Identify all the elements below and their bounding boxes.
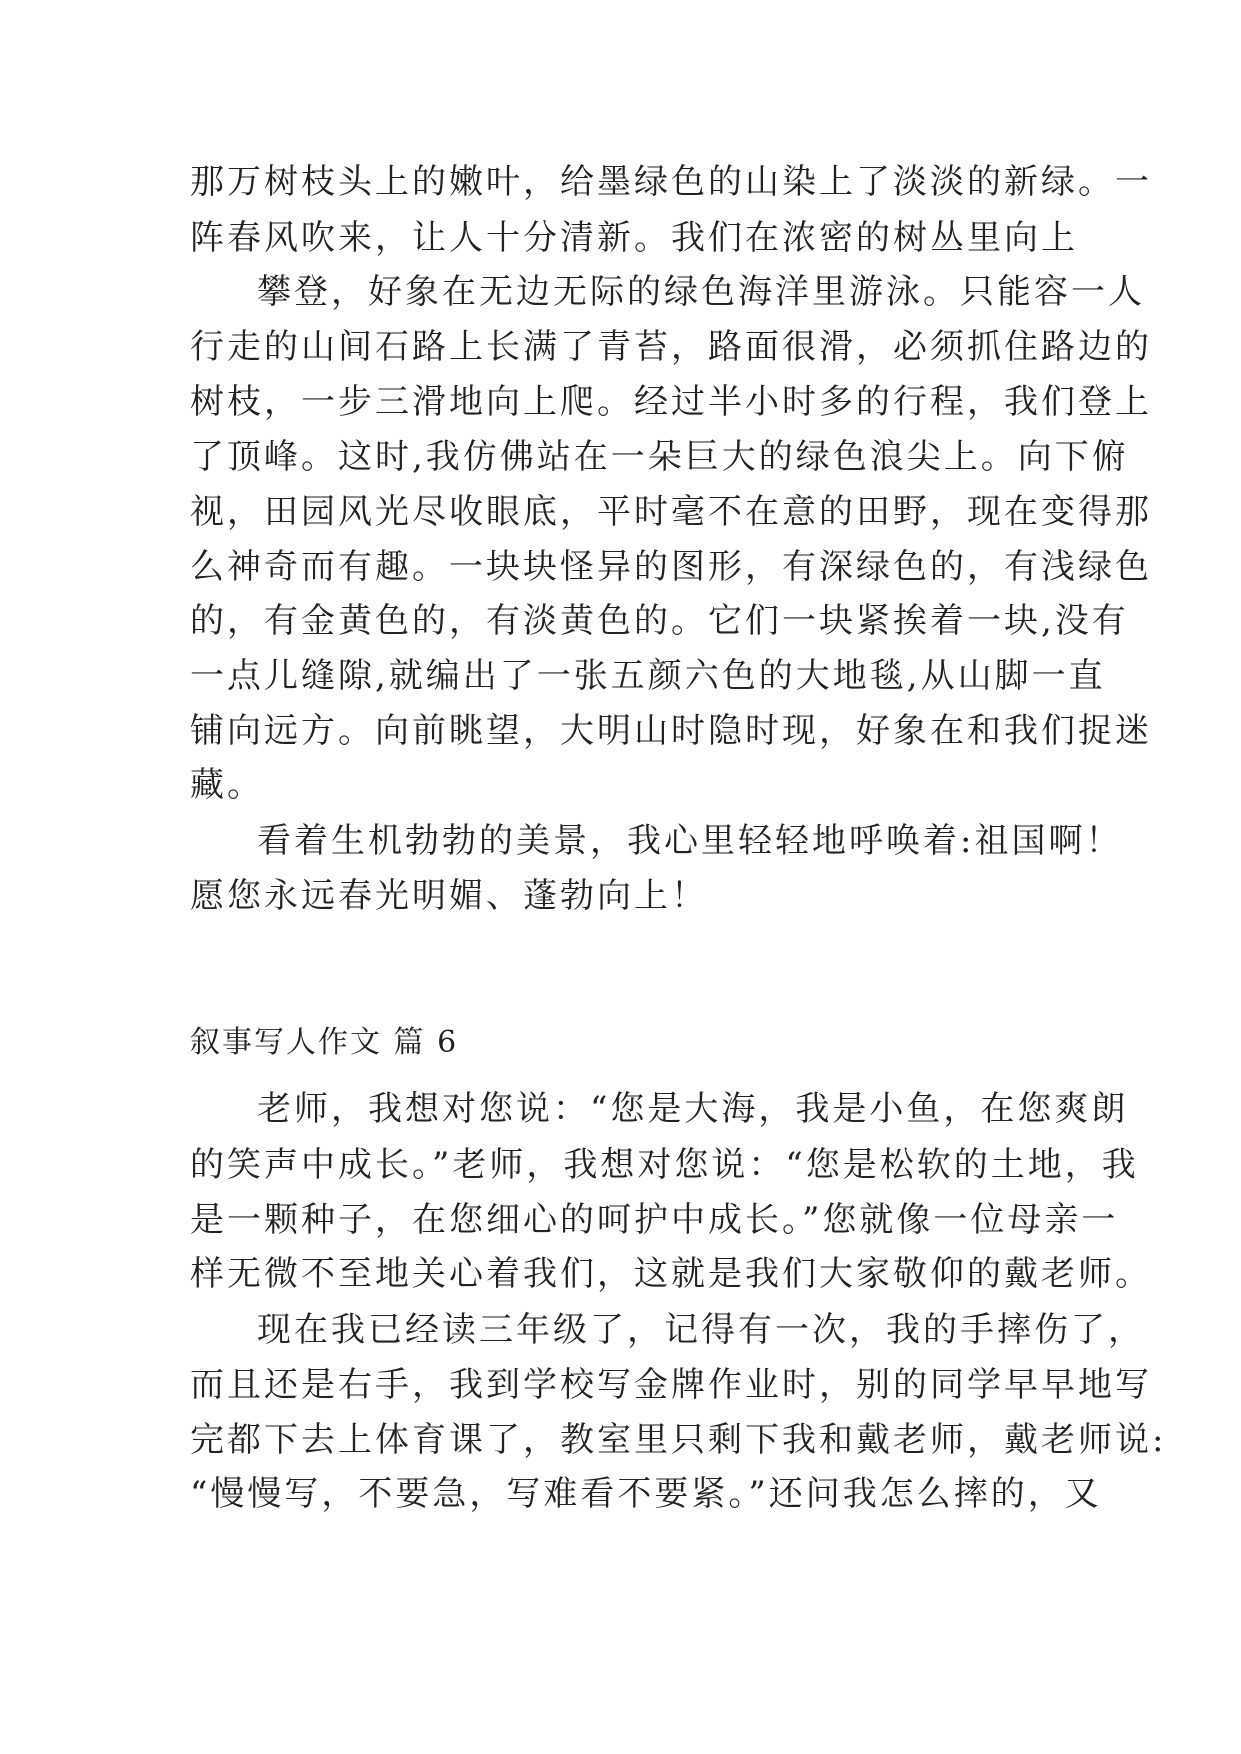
text-line: 样无微不至地关心着我们，这就是我们大家敬仰的戴老师。 bbox=[190, 1254, 1152, 1294]
text-line: 么神奇而有趣。一块块怪异的图形，有深绿色的，有浅绿色 bbox=[190, 547, 1152, 587]
section-heading: 叙事写人作文 篇 6 bbox=[190, 1025, 459, 1060]
text-line: 行走的山间石路上长满了青苔，路面很滑，必须抓住路边的 bbox=[190, 327, 1152, 367]
text-line: 的，有金黄色的，有淡黄色的。它们一块紧挨着一块,没有 bbox=[190, 601, 1129, 641]
text-line: 视，田园风光尽收眼底，平时毫不在意的田野，现在变得那 bbox=[190, 492, 1152, 532]
text-line: 铺向远方。向前眺望，大明山时隐时现，好象在和我们捉迷 bbox=[190, 711, 1152, 751]
text-line: 阵春风吹来，让人十分清新。我们在浓密的树丛里向上 bbox=[190, 218, 1078, 258]
text-line: 是一颗种子，在您细心的呵护中成长。”您就像一位母亲一 bbox=[190, 1200, 1119, 1240]
paragraph-start-line: 看着生机勃勃的美景，我心里轻轻地呼唤着:祖国啊！ bbox=[257, 821, 1123, 861]
paragraph-start-line: 攀登，好象在无边无际的绿色海洋里游泳。只能容一人 bbox=[257, 272, 1145, 312]
text-line: 藏。 bbox=[190, 765, 264, 805]
text-line: 完都下去上体育课了，教室里只剩下我和戴老师，戴老师说: bbox=[190, 1420, 1167, 1460]
text-line: 的笑声中成长。”老师，我想对您说：“您是松软的土地，我 bbox=[190, 1145, 1139, 1185]
paragraph-start-line: 现在我已经读三年级了，记得有一次，我的手摔伤了， bbox=[257, 1310, 1145, 1350]
paragraph-start-line: 老师，我想对您说：“您是大海，我是小鱼，在您爽朗 bbox=[257, 1089, 1129, 1129]
text-line: 而且还是右手，我到学校写金牌作业时，别的同学早早地写 bbox=[190, 1365, 1152, 1405]
text-line: 那万树枝头上的嫩叶，给墨绿色的山染上了淡淡的新绿。一 bbox=[190, 162, 1152, 202]
text-line: 一点儿缝隙,就编出了一张五颜六色的大地毯,从山脚一直 bbox=[190, 656, 1106, 696]
text-line: 了顶峰。这时,我仿佛站在一朵巨大的绿色浪尖上。向下俯 bbox=[190, 437, 1129, 477]
text-line: “慢慢写，不要急，写难看不要紧。”还问我怎么摔的，又 bbox=[190, 1474, 1102, 1514]
text-line: 愿您永远春光明媚、蓬勃向上！ bbox=[190, 876, 708, 916]
text-line: 树枝，一步三滑地向上爬。经过半小时多的行程，我们登上 bbox=[190, 382, 1152, 422]
